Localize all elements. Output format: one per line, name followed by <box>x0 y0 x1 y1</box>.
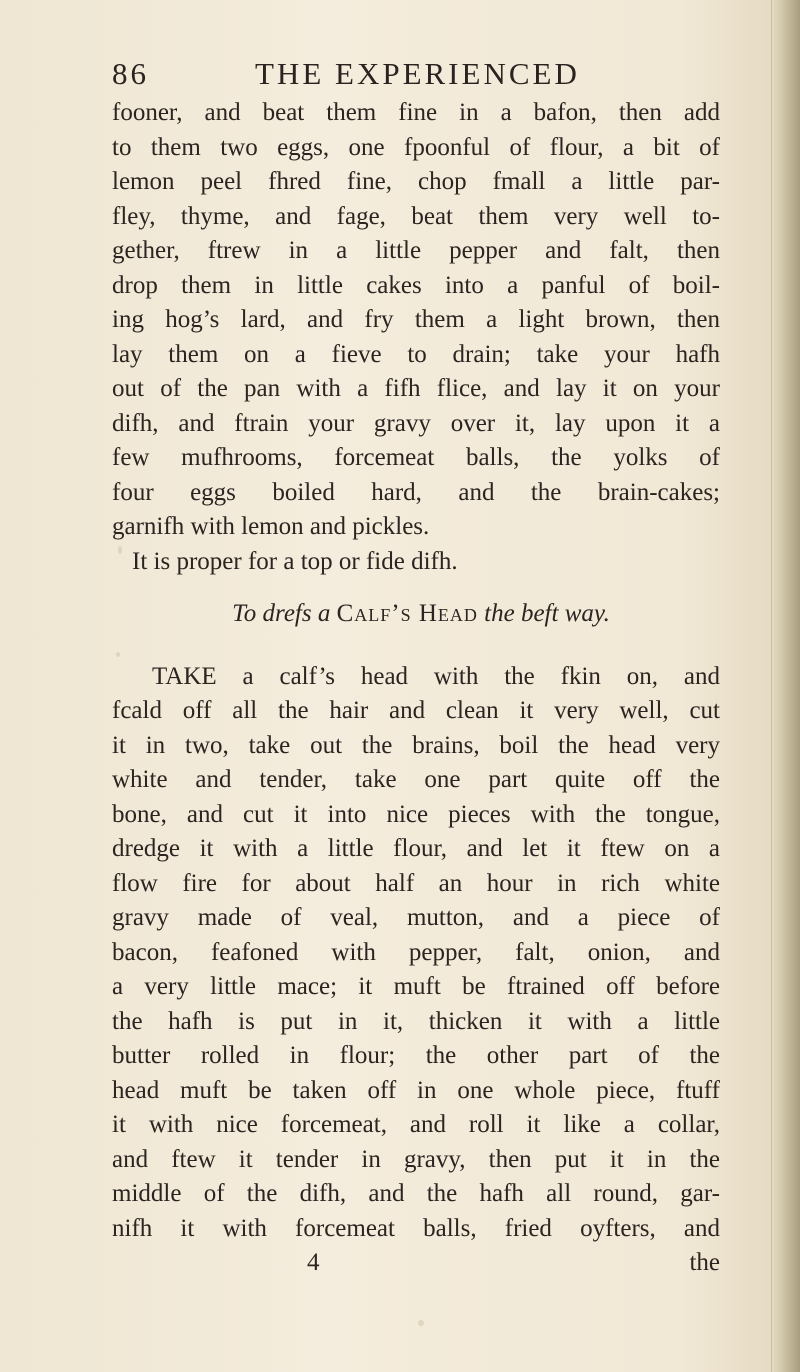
text-line: gether, ftrew in a little pepper and falt, then <box>112 237 720 264</box>
text-line: nifh it with forcemeat balls, fried oyfters, and <box>112 1214 720 1242</box>
page-footer <box>112 1246 720 1281</box>
text-line: middle of the difh, and the hafh all round, gar- <box>112 1180 720 1207</box>
text-line: garnifh with lemon and pickles. <box>112 513 430 540</box>
running-title: THE EXPERIENCED <box>255 56 580 91</box>
text-line: fooner, and beat them fine in a bafon, then add <box>112 99 720 126</box>
text-line: flow fire for about half an hour in rich white <box>112 869 720 897</box>
page-gutter <box>771 0 800 1372</box>
text-line: four eggs boiled hard, and the brain-cakes; <box>112 478 720 506</box>
running-header <box>112 56 722 96</box>
text-line: out of the pan with a fifh flice, and lay it on your <box>112 375 720 402</box>
text-line: head muft be taken off in one whole piece, ftuff <box>112 1076 720 1104</box>
text-line: It is proper for a top or fide difh. <box>132 547 458 575</box>
paper-stain <box>418 1320 424 1326</box>
signature-mark: 4 <box>307 1249 320 1276</box>
text-line: it with nice forcemeat, and roll it like a collar, <box>112 1111 720 1138</box>
text-line: fcald off all the hair and clean it very well, cut <box>112 697 720 724</box>
text-line: difh, and ftrain your gravy over it, lay upon it a <box>112 409 720 437</box>
text-line: bone, and cut it into nice pieces with the tongue, <box>112 800 720 828</box>
heading-suffix: the beft way. <box>484 600 610 627</box>
text-line: the hafh is put in it, thicken it with a little <box>112 1007 720 1035</box>
text-line: to them two eggs, one fpoonful of flour, a bit of <box>112 133 720 161</box>
text-line: drop them in little cakes into a panful of boil- <box>112 271 720 299</box>
text-line: white and tender, take one part quite off the <box>112 766 720 793</box>
heading-prefix: To drefs a <box>232 600 331 627</box>
text-line: gravy made of veal, mutton, and a piece of <box>112 904 720 931</box>
text-line: dredge it with a little flour, and let it ftew on a <box>112 835 720 862</box>
text-line: butter rolled in flour; the other part of the <box>112 1042 720 1069</box>
page-text <box>112 96 720 1281</box>
catchword: the <box>689 1249 720 1276</box>
heading-title: Calf’s Head <box>336 600 478 627</box>
text-line: few mufhrooms, forcemeat balls, the yolks of <box>112 444 720 471</box>
page-number: 86 <box>112 56 149 91</box>
text-line: a very little mace; it muft be ftrained off before <box>112 973 720 1000</box>
text-line: lay them on a fieve to drain; take your hafh <box>112 340 720 368</box>
text-line: it in two, take out the brains, boil the head very <box>112 731 720 759</box>
text-line: fley, thyme, and fage, beat them very well to- <box>112 202 720 230</box>
text-line: and ftew it tender in gravy, then put it in the <box>112 1145 720 1173</box>
text-line: bacon, feafoned with pepper, falt, onion, and <box>112 938 720 966</box>
text-line: lemon peel fhred fine, chop fmall a little par- <box>112 168 720 195</box>
text-line: TAKE a calf’s head with the fkin on, and <box>152 662 720 690</box>
recipe-heading <box>112 597 720 632</box>
text-line: ing hog’s lard, and fry them a light brown, then <box>112 306 720 333</box>
